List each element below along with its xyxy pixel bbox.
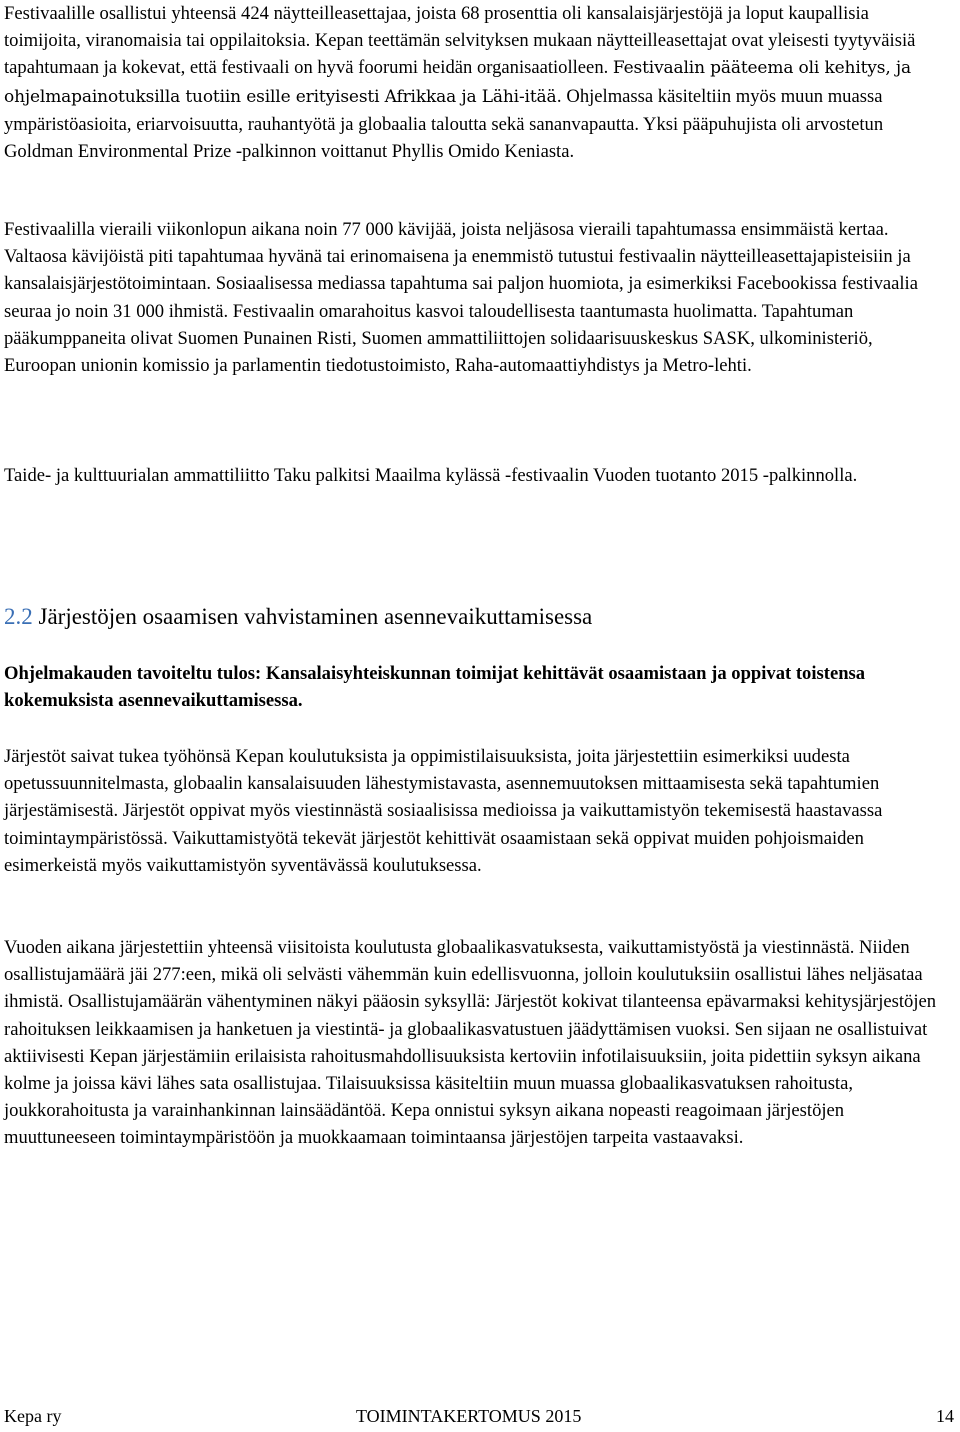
paragraph-festival-award: Taide- ja kulttuurialan ammattiliitto Taku palkitsi Maailma kylässä -festivaalin Vuoden tuotanto 2015 -palkinnolla. (4, 465, 858, 486)
paragraph-festival-theme-text: Festivaalin pääteema oli kehitys, ja ohjelmapainotuksilla tuotiin esille erityisesti Afrikkaa ja Lähi-itää. (4, 58, 911, 107)
paragraph-festival-visitors: Festivaalilla vieraili viikonlopun aikana noin 77 000 kävijää, joista neljäsosa vieraili tapahtumassa ensimmäistä kertaa. Valtaosa kävijöistä piti tapahtumaa hyvänä tai erinomaisena ja enemmistö tutustui festivaalin näytteilleasettajapisteisiin ja kansalaisjärjestötoimintaan. Sosiaalisessa mediassa tapahtuma sai paljon huomiota, ja esimerkiksi Facebookissa festivaalia seuraa jo noin 31 000 ihmistä. Festivaalin omarahoitus kasvoi taloudellisesta taantumasta huolimatta. Tapahtuman pääkumppaneita olivat Suomen Punainen Risti, Suomen ammattiliittojen solidaarisuuskeskus SASK, ulkoministeriö, Euroopan unionin komissio ja parlamentin tiedotustoimisto, Raha-automaattiyhdistys ja Metro-lehti. (4, 219, 918, 377)
footer-page-number: 14 (936, 1406, 954, 1426)
paragraph-trainings-support: Järjestöt saivat tukea työhönsä Kepan koulutuksista ja oppimistilaisuuksista, joita järjestettiin esimerkiksi uudesta opetussuunnitelmasta, globaalin kansalaisuuden lähestymistavasta, asennemuutoksen mittaamisesta sekä tapahtumien järjestämisestä. Järjestöt oppivat myös viestinnästä sosiaalisissa medioissa ja vaikuttamistyön tekemisestä haastavassa toimintaympäristössä. Vaikuttamistyötä tekevät järjestöt kehittivät osaamistaan sekä oppivat muiden pohjoismaiden esimerkeistä myös vaikuttamistyön syventävässä koulutuksessa. (4, 746, 883, 876)
page-footer (4, 1402, 958, 1430)
paragraph-festival-program-text: Ohjelmassa käsiteltiin myös muun muassa ympäristöasioita, eriarvoisuutta, rauhantyötä ja globaalia taloutta sekä sananvapautta. Yksi pääpuhujista oli arvostetun Goldman Environmental Prize -palkinnon voittanut Phyllis Omido Keniasta. (4, 85, 884, 163)
section-number: 2.2 (4, 604, 33, 629)
section-heading (4, 602, 592, 632)
section-goal: Ohjelmakauden tavoiteltu tulos: Kansalaisyhteiskunnan toimijat kehittävät osaamistaan ja oppivat toistensa kokemuksista asennevaikuttamisessa. (4, 663, 866, 712)
footer-document-title: TOIMINTAKERTOMUS 2015 (356, 1406, 582, 1426)
footer-organization: Kepa ry (4, 1406, 62, 1426)
paragraph-festival-exhibitors (4, 0, 948, 165)
footer-divider (4, 1398, 956, 1399)
section-title: Järjestöjen osaamisen vahvistaminen asennevaikuttamisessa (32, 604, 593, 629)
paragraph-trainings-participants: Vuoden aikana järjestettiin yhteensä viisitoista koulutusta globaalikasvatuksesta, vaikuttamistyöstä ja viestinnästä. Niiden osallistujamäärä jäi 277:een, mikä oli selvästi vähemmän kuin edellisvuonna, jolloin koulutuksiin osallistui lähes neljäsataa ihmistä. Osallistujamäärän vähentyminen näkyi pääosin syksyllä: Järjestöt kokivat tilanteensa epävarmaksi kehitysjärjestöjen rahoituksen leikkaamisen ja hanketuen ja viestintä- ja globaalikasvatustuen jäädyttämisen vuoksi. Sen sijaan ne osallistuivat aktiivisesti Kepan järjestämiin erilaisista rahoitusmahdollisuuksista kertoviin infotilaisuuksiin, joita pidettiin syksyn aikana kolme ja joissa kävi lähes sata osallistujaa. Tilaisuuksissa käsiteltiin muun muassa globaalikasvatuksen rahoitusta, joukkorahoitusta ja varainhankinnan lainsäädäntöä. Kepa onnistui syksyn aikana nopeasti reagoimaan järjestöjen muuttuneeseen toimintaympäristöön ja muokkaamaan toimintaansa järjestöjen tarpeita vastaavaksi. (4, 937, 937, 1149)
paragraph-festival-exhibitors-text-a: Festivaalille osallistui yhteensä 424 näytteilleasettajaa, joista 68 prosenttia oli kansalaisjärjestöjä ja loput kaupallisia toimijoita, viranomaisia tai oppilaitoksia. Kepan teettämän selvityksen mukaan näytteilleasettajat ovat yleisesti tyytyväisiä tapahtumaan ja kokevat, että festivaali on hyvä foorumi heidän organisaatiolleen. (4, 3, 916, 79)
